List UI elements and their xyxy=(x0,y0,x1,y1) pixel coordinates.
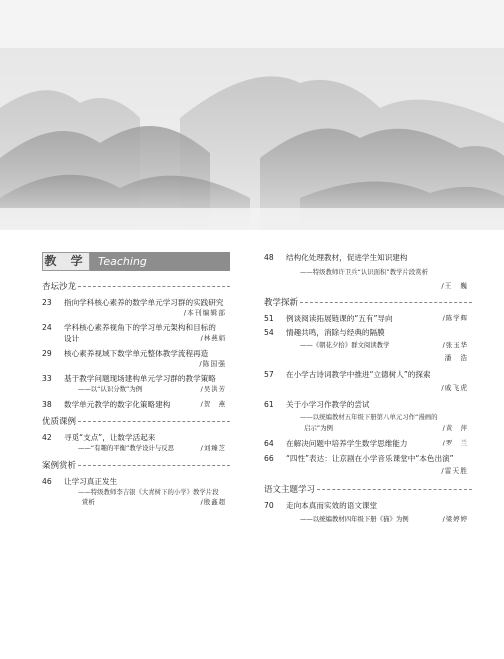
toc-entry[interactable]: 57 在小学古诗词教学中推进“立德树人”的探索 /戚飞虎 xyxy=(264,370,468,392)
right-column xyxy=(264,252,472,525)
top-band xyxy=(0,0,504,48)
toc-entry[interactable]: 24 学科核心素养视角下的学习单元架构和目标的 设计 /林燕娟 xyxy=(42,323,226,343)
toc-entry[interactable]: 64 在解决问题中培养学生数学思维能力 /罗 兰 xyxy=(264,439,468,448)
toc-entry[interactable]: 38 数学单元教学的数字化策略建构 /贺 燕 xyxy=(42,400,226,409)
toc-entry[interactable]: 54 情趣共鸣，消除与经典的隔膜 ——《朝花夕拾》群文阅读教学 /张玉华 潘 浩 xyxy=(264,328,468,362)
header-title-cn: 教 学 xyxy=(42,252,90,271)
section-label: 案例赏析 xyxy=(42,458,230,472)
toc-entry[interactable]: 29 核心素养视域下数学单元整体教学流程再造 /陈国强 xyxy=(42,349,226,368)
section-label: 教学探新 xyxy=(264,295,472,309)
toc-entry[interactable]: 70 走向本真而实效的语文课堂 ——以统编教材四年级下册《猫》为例 /梁婷婷 xyxy=(264,501,468,523)
section-label: 优质课例 xyxy=(42,414,230,428)
mountain-illustration xyxy=(0,48,504,230)
section-label: 杏坛沙龙 xyxy=(42,279,230,293)
toc-entry[interactable]: 66 “四性”表达：让京剧在小学音乐课堂中“本色出演” /雷天胜 xyxy=(264,454,468,475)
toc-entry[interactable]: 61 关于小学习作教学的尝试 ——以统编教材五年级下册第八单元习作“漫画的 启示”为例 /黄 萍 xyxy=(264,400,468,432)
toc-entry[interactable]: 42 寻觅“支点”，让数学活起来 ——“有趣的平衡”教学设计与反思 /刘臻芝 xyxy=(42,433,226,452)
left-column xyxy=(42,252,230,508)
toc-entry[interactable]: 51 例谈阅读拓展链课的“五有”导向 /陈学辉 xyxy=(264,314,468,323)
header-title-en: Teaching xyxy=(90,252,230,271)
toc-entry[interactable]: 48 结构化处理教材，促进学生知识建构 ——特级教师许卫兵“认识面积”教学片段赏析 /王 巍 xyxy=(264,253,468,290)
section-label: 语文主题学习 xyxy=(264,482,472,496)
landscape-banner xyxy=(0,48,504,230)
toc-entry[interactable]: 23 指向学科核心素养的数学单元学习群的实践研究 /本刊编辑部 xyxy=(42,298,226,317)
section-header xyxy=(42,252,230,271)
toc-entry[interactable]: 33 基于教学问题现场建构单元学习群的教学策略 ——以“认识分数”为例 /吴洪芳 xyxy=(42,374,226,393)
toc-entry[interactable]: 46 让学习真正发生 ——特级教师李吉银《大青树下的小学》教学片段 赏析 /殷鑫超 xyxy=(42,477,226,506)
